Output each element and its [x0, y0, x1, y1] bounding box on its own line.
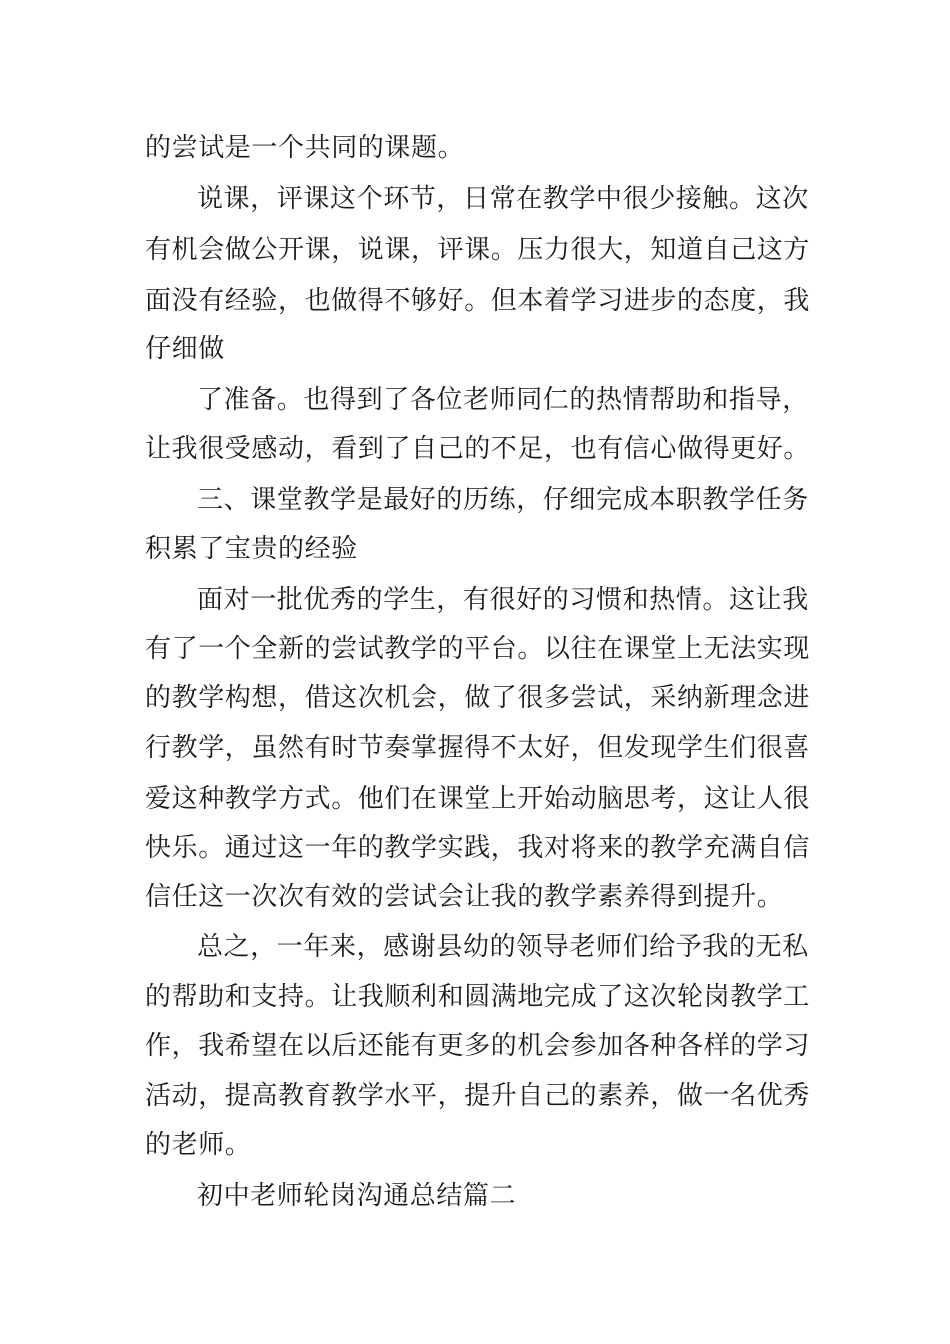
text-line: 有了一个全新的尝试教学的平台。以往在课堂上无法实现: [145, 634, 811, 664]
document-heading: 初中老师轮岗沟通总结篇二: [197, 1181, 517, 1211]
section-heading: 积累了宝贵的经验: [145, 534, 358, 564]
text-line: 面对一批优秀的学生，有很好的习惯和热情。这让我: [197, 585, 809, 615]
text-line: 行教学，虽然有时节奏掌握得不太好，但发现学生们很喜: [145, 733, 811, 763]
text-line: 让我很受感动，看到了自己的不足，也有信心做得更好。: [145, 434, 811, 464]
text-line: 有机会做公开课，说课，评课。压力很大，知道自己这方: [145, 235, 811, 265]
text-line: 了准备。也得到了各位老师同仁的热情帮助和指导，: [197, 385, 809, 415]
text-line: 的老师。: [145, 1130, 252, 1160]
text-line: 信任这一次次有效的尝试会让我的教学素养得到提升。: [145, 882, 784, 912]
text-line: 的帮助和支持。让我顺利和圆满地完成了这次轮岗教学工: [145, 982, 811, 1012]
section-heading: 三、课堂教学是最好的历练，仔细完成本职教学任务: [197, 485, 809, 515]
text-line: 作，我希望在以后还能有更多的机会参加各种各样的学习: [145, 1031, 811, 1061]
text-line: 的尝试是一个共同的课题。: [145, 133, 465, 163]
text-line: 面没有经验，也做得不够好。但本着学习进步的态度，我: [145, 286, 811, 316]
text-line: 快乐。通过这一年的教学实践，我对将来的教学充满自信: [145, 833, 811, 863]
text-line: 说课，评课这个环节，日常在教学中很少接触。这次: [197, 184, 809, 214]
text-line: 总之，一年来，感谢县幼的领导老师们给予我的无私: [197, 932, 809, 962]
text-line: 的教学构想，借这次机会，做了很多尝试，采纳新理念进: [145, 683, 811, 713]
text-line: 活动，提高教育教学水平，提升自己的素养，做一名优秀: [145, 1081, 811, 1111]
text-line: 爱这种教学方式。他们在课堂上开始动脑思考，这让人很: [145, 784, 811, 814]
text-line: 仔细做: [145, 334, 225, 364]
